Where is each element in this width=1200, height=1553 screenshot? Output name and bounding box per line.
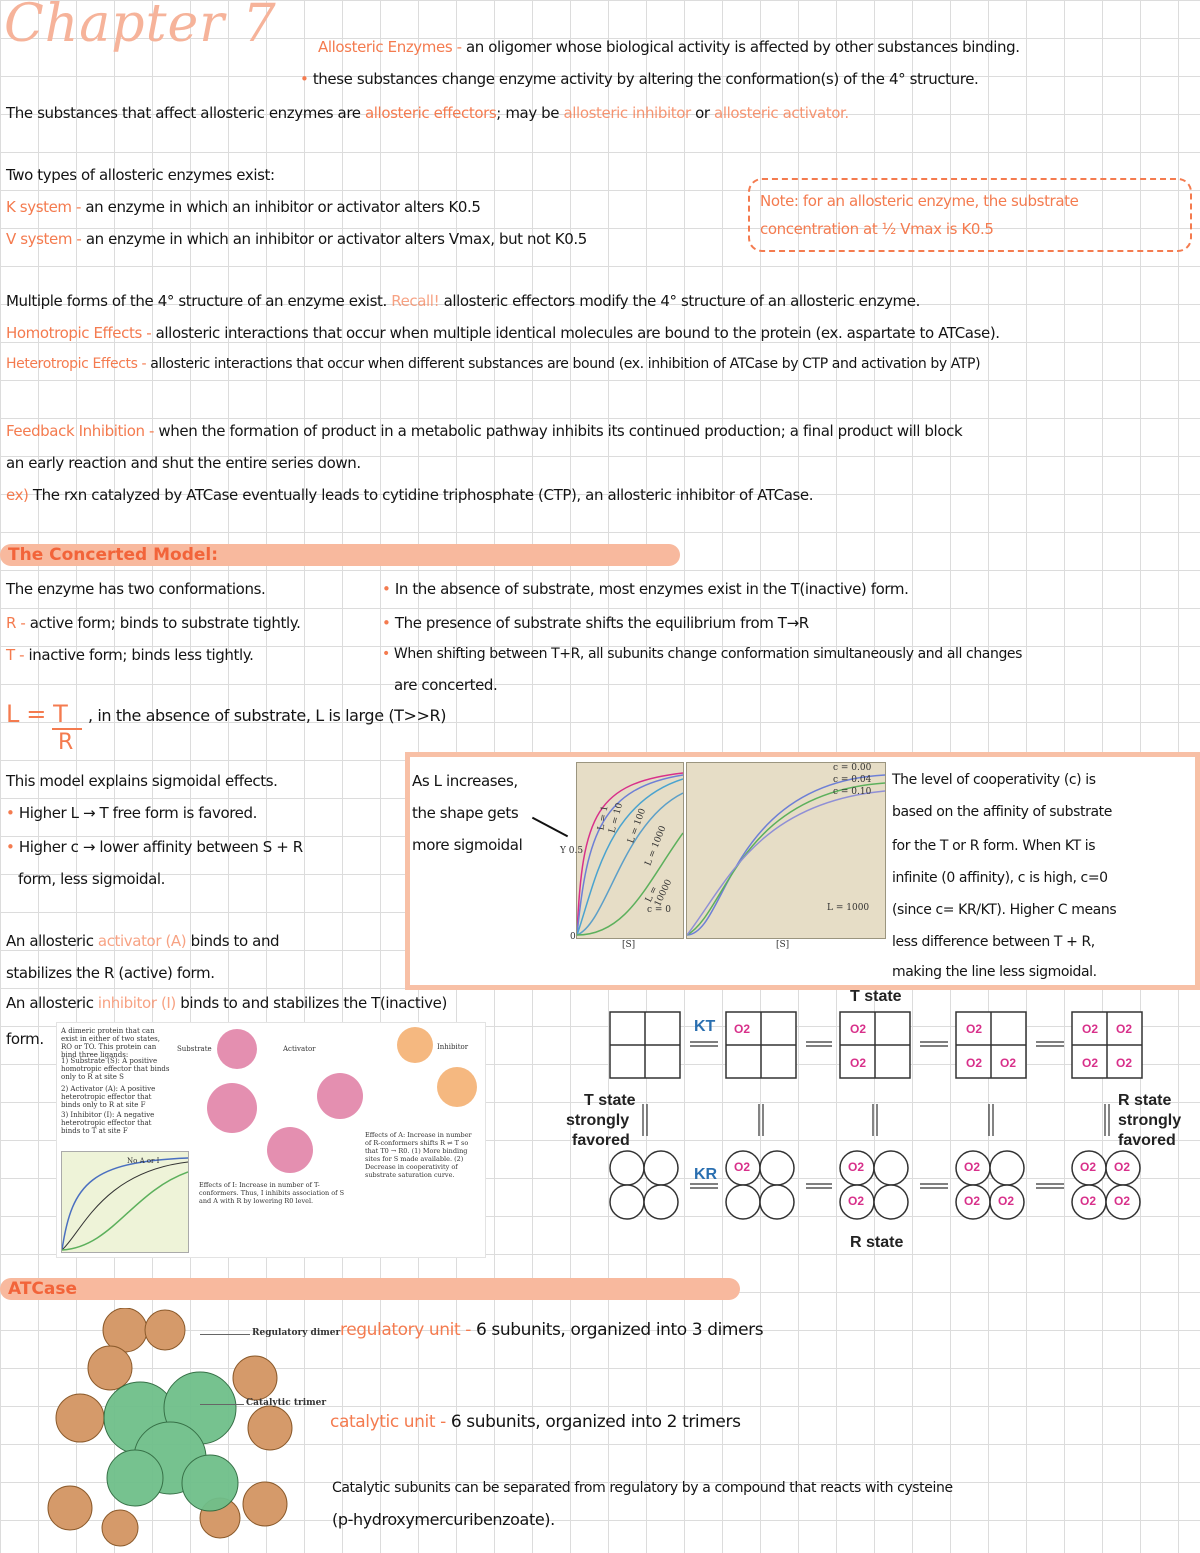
note-line-1: Note: for an allosteric enzyme, the substrate	[760, 192, 1079, 210]
reg-dimer-label: Regulatory dimer	[252, 1328, 341, 1338]
allosteric-term: Allosteric Enzymes -	[318, 38, 462, 56]
r-label: R -	[6, 614, 26, 632]
bullet-line	[300, 70, 978, 88]
y-zero-label: 0	[570, 932, 576, 942]
o2-r3a: O2	[964, 1160, 981, 1174]
feedback-def-1: when the formation of product in a metabolic pathway inhibits its continued production; a final product will block	[158, 422, 963, 440]
o2-t2a: O2	[850, 1022, 867, 1036]
example-label: ex)	[6, 486, 29, 504]
label-substrate: Substrate	[177, 1045, 212, 1053]
r-favored-3: favored	[1118, 1132, 1176, 1149]
protein-orange-2	[437, 1067, 477, 1107]
kr-label: KR	[694, 1166, 718, 1183]
o2-t2b: O2	[850, 1056, 867, 1070]
allosteric-def-line	[318, 38, 1020, 56]
curve-graph-l	[576, 762, 684, 939]
g1-label-3: L = 100	[626, 807, 649, 845]
concerted-right-3b: are concerted.	[394, 676, 498, 694]
coop-text-4: infinite (0 affinity), c is high, c=0	[892, 870, 1108, 886]
heterotropic-def: allosteric interactions that occur when different substances are bound (ex. inhibition of ATCase by CTP and activation by ATP)	[150, 356, 981, 372]
homotropic-line	[6, 324, 1000, 342]
k-system-def: an enzyme in which an inhibitor or activator alters K0.5	[85, 198, 481, 216]
t-favored-1: T state	[584, 1092, 636, 1109]
v-system-line	[6, 230, 587, 248]
homotropic-label: Homotropic Effects -	[6, 324, 152, 342]
o2-r3b: O2	[964, 1194, 981, 1208]
r-favored-2: strongly	[1118, 1112, 1182, 1129]
o2-r2b: O2	[848, 1194, 865, 1208]
o2-t4c: O2	[1082, 1056, 1099, 1070]
types-intro: Two types of allosteric enzymes exist:	[6, 166, 275, 184]
reg-dimer-pointer	[200, 1334, 250, 1335]
coop-text-1: The level of cooperativity (c) is	[892, 772, 1096, 788]
g1-label-4: L = 1000	[643, 824, 669, 868]
feedback-example	[6, 486, 813, 504]
o2-r3c: O2	[998, 1194, 1015, 1208]
t-label: T -	[6, 646, 25, 664]
inhibitor-line-2: form.	[6, 1030, 44, 1048]
regulatory-unit-def: 6 subunits, organized into 3 dimers	[476, 1320, 764, 1340]
g1-label-6: c = 0	[647, 905, 672, 915]
mini-label-none: No A or I	[127, 1157, 160, 1165]
g2-label-2: c = 0.04	[833, 775, 872, 785]
atcase-svg	[40, 1308, 320, 1548]
effector-fig-inhibitor: 3) Inhibitor (I): A negative heterotropic effector that binds to T at site F	[61, 1111, 155, 1135]
bullet-dot: •	[300, 70, 309, 88]
l-equation-bottom: R	[58, 730, 73, 755]
feedback-line-1	[6, 422, 962, 440]
effectors-b: ; may be	[496, 104, 560, 122]
cat-trimer-label: Catalytic trimer	[246, 1398, 327, 1408]
activator-line-2: stabilizes the R (active) form.	[6, 964, 215, 982]
g2-label-3: c = 0.10	[833, 787, 872, 797]
t-state-label: T state	[850, 988, 902, 1005]
inhibitor-line-1: An allosteric inhibitor (I) binds to and stabilizes the T(inactive)	[6, 994, 447, 1012]
effects-a-text: Effects of A: Increase in number of R-conformers shifts R ⇌ T so that T0 → R0. (1) More binding sites for S made available. (2) Decrease in cooperativity of substrate saturation curve.	[365, 1131, 472, 1179]
effectors-line	[6, 104, 849, 122]
kt-label: KT	[694, 1018, 716, 1035]
coop-text-7: making the line less sigmoidal.	[892, 964, 1097, 980]
side-note-3: more sigmoidal	[412, 836, 523, 854]
l-equation-top: L = T	[6, 700, 68, 728]
atcase-structure	[40, 1308, 320, 1548]
o2-t4a: O2	[1082, 1022, 1099, 1036]
concerted-right-1: • In the absence of substrate, most enzymes exist in the T(inactive) form.	[382, 580, 909, 598]
o2-t4b: O2	[1116, 1022, 1133, 1036]
side-note-2: the shape gets	[412, 804, 519, 822]
coop-text-6: less difference between T + R,	[892, 934, 1095, 950]
protein-pink-2	[207, 1083, 257, 1133]
cat-trimer-pointer	[200, 1404, 244, 1405]
r-favored-1: R state	[1118, 1092, 1172, 1109]
o2-t3a: O2	[966, 1022, 983, 1036]
atcase-heading: ATCase	[8, 1279, 78, 1299]
x-axis-label-1: [S]	[622, 940, 636, 950]
k-system-line	[6, 198, 481, 216]
heterotropic-line	[6, 356, 980, 372]
forms-b: allosteric effectors modify the 4° structure of an allosteric enzyme.	[443, 292, 920, 310]
t-favored-2: strongly	[566, 1112, 630, 1129]
example-text: The rxn catalyzed by ATCase eventually leads to cytidine triphosphate (CTP), an allosteric inhibitor of ATCase.	[32, 486, 814, 504]
feedback-label: Feedback Inhibition -	[6, 422, 155, 440]
or-word: or	[695, 104, 710, 122]
effector-fig-activator: 2) Activator (A): A positive heterotropic effector that binds only to R at site F	[61, 1085, 156, 1109]
inhibitor-word: inhibitor (I)	[97, 994, 176, 1012]
o2-t4d: O2	[1116, 1056, 1133, 1070]
inhibitor-term: allosteric inhibitor	[563, 104, 691, 122]
t-favored-3: favored	[572, 1132, 630, 1149]
effector-figure	[56, 1022, 486, 1258]
o2-r4a: O2	[1080, 1160, 1097, 1174]
note-line-2: concentration at ½ Vmax is K0.5	[760, 220, 994, 238]
higher-c-line: • Higher c → lower affinity between S + R	[6, 838, 303, 856]
two-conformations: The enzyme has two conformations.	[6, 580, 266, 598]
effectors-a: The substances that affect allosteric enzymes are	[6, 104, 361, 122]
v-system-def: an enzyme in which an inhibitor or activator alters Vmax, but not K0.5	[85, 230, 587, 248]
o2-r4c: O2	[1080, 1194, 1097, 1208]
label-inhibitor: Inhibitor	[437, 1043, 469, 1051]
allosteric-def: an oligomer whose biological activity is affected by other substances binding.	[466, 38, 1020, 56]
bullet-text: these substances change enzyme activity by altering the conformation(s) of the 4° structure.	[312, 70, 979, 88]
concerted-right-3a: • When shifting between T+R, all subunits change conformation simultaneously and all changes	[382, 646, 1023, 662]
concerted-heading: The Concerted Model:	[8, 545, 219, 565]
protein-pink-4	[267, 1127, 313, 1173]
r-form-line	[6, 614, 300, 632]
coop-text-3: for the T or R form. When KT is	[892, 838, 1096, 854]
o2-r4d: O2	[1114, 1194, 1131, 1208]
forms-a: Multiple forms of the 4° structure of an enzyme exist.	[6, 292, 387, 310]
l-description: , in the absence of substrate, L is large (T>>R)	[88, 706, 447, 725]
higher-l-line: • Higher L → T free form is favored.	[6, 804, 257, 822]
curve-graph-c	[686, 762, 886, 939]
label-activator: Activator	[283, 1045, 316, 1053]
forms-line	[6, 292, 920, 310]
g1-label-5: L = 10000	[644, 878, 675, 909]
concerted-right-2: • The presence of substrate shifts the equilibrium from T→R	[382, 614, 809, 632]
state-scheme-svg	[600, 1008, 1190, 1228]
t-form-line	[6, 646, 254, 664]
recall-word: Recall!	[391, 292, 440, 310]
k-system-label: K system -	[6, 198, 82, 216]
feedback-line-2: an early reaction and shut the entire series down.	[6, 454, 361, 472]
separation-line-2: (p-hydroxymercuribenzoate).	[332, 1510, 555, 1529]
concerted-banner	[0, 544, 680, 566]
g1-label-2: L = 10	[607, 801, 626, 835]
explains-sigmoidal: This model explains sigmoidal effects.	[6, 772, 278, 790]
x-axis-label-2: [S]	[776, 940, 790, 950]
o2-r4b: O2	[1114, 1160, 1131, 1174]
o2-t3b: O2	[966, 1056, 983, 1070]
r-def: active form; binds to substrate tightly.	[29, 614, 301, 632]
mini-curves-svg	[62, 1152, 188, 1252]
coop-text-5: (since c= KR/KT). Higher C means	[892, 902, 1117, 918]
catalytic-unit-label: catalytic unit -	[330, 1412, 446, 1432]
higher-c-line-2: form, less sigmoidal.	[18, 870, 166, 888]
effects-i-text: Effects of I: Increase in number of T-conformers. Thus, I inhibits association of S and A with R by lowering R0 level.	[199, 1181, 345, 1205]
heterotropic-label: Heterotropic Effects -	[6, 356, 147, 372]
y-tick-label: Y 0.5	[560, 846, 584, 856]
protein-pink-3	[317, 1073, 363, 1119]
o2-t3c: O2	[1000, 1056, 1017, 1070]
note-box	[748, 178, 1192, 252]
effector-fig-title: A dimeric protein that can exist in either of two states, RO or TO. This protein can bind three ligands:	[61, 1027, 160, 1059]
chapter-title: Chapter 7	[4, 0, 277, 54]
v-system-label: V system -	[6, 230, 82, 248]
side-note-1: As L increases,	[412, 772, 518, 790]
mini-graph	[61, 1151, 189, 1253]
g1-label-1: L = 1	[596, 804, 611, 832]
regulatory-unit-label: regulatory unit -	[340, 1320, 471, 1340]
t-def: inactive form; binds less tightly.	[28, 646, 254, 664]
homotropic-def: allosteric interactions that occur when multiple identical molecules are bound to the protein (ex. aspartate to ATCase).	[155, 324, 1000, 342]
effectors-term: allosteric effectors	[365, 104, 497, 122]
protein-pink-1	[217, 1029, 257, 1069]
activator-term: allosteric activator.	[714, 104, 849, 122]
protein-orange-1	[397, 1027, 433, 1063]
separation-line-1: Catalytic subunits can be separated from regulatory by a compound that reacts with cysteine	[332, 1480, 953, 1496]
catalytic-unit-line	[330, 1412, 741, 1432]
g2-label-1: c = 0.00	[833, 763, 872, 773]
o2-r1: O2	[734, 1160, 751, 1174]
activator-line-1: An allosteric activator (A) binds to and	[6, 932, 280, 950]
o2-r2a: O2	[848, 1160, 865, 1174]
coop-text-2: based on the affinity of substrate	[892, 804, 1112, 820]
catalytic-unit-def: 6 subunits, organized into 2 trimers	[450, 1412, 741, 1432]
r-state-label: R state	[850, 1234, 904, 1251]
effector-fig-substrate: 1) Substrate (S): A positive homotropic effector that binds only to R at site S	[61, 1057, 170, 1081]
atcase-banner	[0, 1278, 740, 1300]
activator-word: activator (A)	[97, 932, 187, 950]
o2-t1: O2	[734, 1022, 751, 1036]
g2-label-4: L = 1000	[827, 903, 870, 913]
regulatory-unit-line	[340, 1320, 763, 1340]
